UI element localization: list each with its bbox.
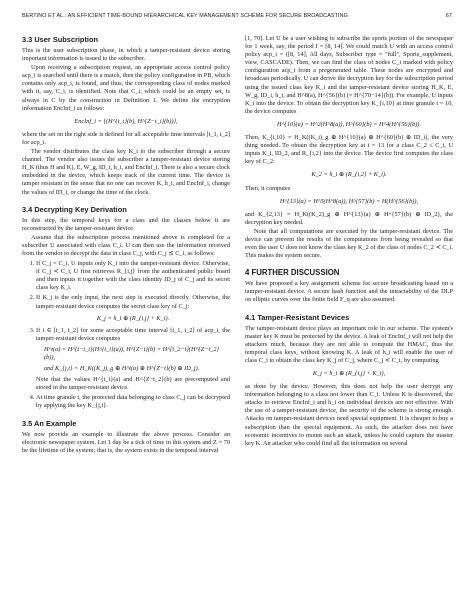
page-number: 67	[445, 13, 452, 19]
example-equation-3: H^{13}(a) = H^5(H^8(a)), H^{57}(b) = H(H^{56}(b)),	[279, 197, 419, 205]
step-2-text: If K_j is the only input, the next step is executed directly. Otherwise, the tamper-resistant device computes the secret class key of C_j:	[36, 294, 230, 310]
section-3-3-title: 3.3 User Subscription	[22, 35, 98, 44]
derivation-steps	[22, 260, 230, 411]
example-paragraph-5: Note that all computations are executed by the tamper-resistant device. The device can prevent the results of the computations from being revealed so that even the user U does not know the class key K_2 of the class of nodes C_2 ≺ C_i. This makes the system secure.	[245, 227, 453, 260]
left-column	[22, 35, 230, 456]
equation-class-key: K_j = h_i ⊕ (R_{i,j} + K_i).	[96, 314, 170, 322]
section-3-4-title: 3.4 Decrypting Key Derivation	[22, 204, 127, 214]
page-header	[22, 12, 452, 21]
section-3-4-paragraph-2: Assume that the subscription process mentioned above is completed for a subscriber U associated with class C_i. U can then use the information received from the vendor to decrypt the data in class C_j, with C_j ⪯ C_i, as follows:	[22, 233, 230, 257]
section-3-4-paragraph-1: In this step, the temporal keys for a class and the classes below it are reconstructed by the tamper-resistant device.	[22, 216, 230, 232]
step-3-note: Note that the values H^{t_i}(a) and H^{Z−t_2}(b) are precomputed and stored in the tamper-resistant device.	[36, 376, 230, 392]
section-4-paragraph-1: We have proposed a key assignment scheme for secure broadcasting based on a tamper-resistant device. A secure hash function and the intractability of the DLP on elliptic curves over the finite field F_q are also assumed.	[245, 280, 453, 304]
example-equation-1: H^{10}(a) = H^2(H^8(a)), H^{60}(b) = H^4(H^{56}(b)).	[277, 120, 421, 128]
example-paragraph-1: [1, 70]. Let U be a user wishing to subscribe the sports portion of the newspaper for 1 week, say, the period I = [8, 14]. We could match U with an access control policy acp_i = ([8, 14], All days, Subscriber type = "full", Sports_supplement, view, CASCADE). Then, we can find the class of nodes C_i marked with policy configuration acp_i from a pregenerated table. These nodes are encrypted and broadcast periodically. U can derive the decryption key for the subscription period using the issued class key K_i and the tamper-resistant device storing H_K, E, W_g, ID_i, h_i, and H^8(a), H^{56}(b) (= H^{70−14}(b)). For example, U inputs K_i into the device. To obtain the decryption key K_{i,10} at time granule t = 10, the device computes	[245, 35, 453, 115]
step-3-text: If t ∈ [t_1, t_2] for some acceptable time interval [t_1, t_2] of acp_i, the tamper-resistant device computes	[36, 326, 230, 342]
section-3-5-paragraph-1: We now provide an example to illustrate the above process. Consider an electronic newspaper system. Let 1 day be a tick of time in this system and Z = 70 be the lifetime of the system; that is, the system exists in the temporal interval	[22, 430, 230, 454]
section-3-3-paragraph-3: where the set on the right side is defined for all acceptable time intervals [t_1, t_2] for acp_i.	[22, 130, 230, 146]
section-3-3-paragraph-4: The vendor distributes the class key K_i to the subscriber through a secure channel. The vendor also issues the subscriber a tamper-resistant device storing H_K (thus H and K), E, W_g, ID_i, h_i, and EncInf_i. There is also a secure clock embedded in the device, which keeps track of the current time. The device is tamper resistant in the sense that no one can recover K, h_i, and EncInf_i, change the values of ID_i, or change the time of the clock.	[22, 148, 230, 196]
section-4-1-title: 4.1 Tamper-Resistant Devices	[245, 312, 350, 322]
section-3-3-paragraph-2: Upon receiving a subscription request, an appropriate access control policy acp_i is searched until there is a match, then the policy configuration in PB, which contains only acp_i, is found, and thus, the corresponding class of nodes marked with it, say, C_i, is identified. Note that C_i, which could be an empty set, is always in C by the construction in Definition 1. We define the encryption information EncInf_i as follows:	[22, 64, 230, 112]
section-4-1-paragraph-2: as done by the device. However, this does not help the user decrypt any information belonging to a class not lower than C_i. Unless K is discovered, the attacks to retrieve EncInf_i and h_i on individual devices are not effective. With the use of a tamper-resistant device, the security of the scheme is strong enough. Attacks on tamper-resistant devices need special equipment. It is cheaper to buy a subscription than the special equipment. As such, the attacker does not have economic incentives to mount such an attack, unless he could capture the master key K. An attacker who could find all the information on several	[245, 383, 453, 447]
step-2	[36, 294, 230, 322]
running-title: BERTINO ET AL.: AN EFFICIENT TIME-BOUND HIERARCHICAL KEY MANAGEMENT SCHEME FOR SECURE BROADCASTING	[22, 13, 348, 19]
example-paragraph-4: and K_{2,13} = H_K((K_2)_g ⊕ H^{13}(a) ⊕ H^{57}(b) ⊕ ID_2), the decryption key needed.	[245, 210, 453, 226]
equation-encinf: EncInf_i = {(H^{t_i}(b), H^{Z−t_i}(b))},	[74, 117, 178, 125]
example-paragraph-3: Then, it computes	[245, 184, 291, 192]
section-4-1-paragraph-1: The tamper-resistant device plays an important role in our scheme. The system's master key K must be protected by the device. A leak of EncInf_i will not help the attackers much, because they are not able to compute the HMAC, thus the temporal class keys, without knowing K. A leak of h_i will enable the user of class C_i to obtain the class key K_j of C_j, where C_j ≺ C_i, by computing	[245, 324, 453, 364]
section-4-1-equation: K_j = h_i ⊕ (R_{i,j} + K_i),	[312, 370, 386, 377]
example-paragraph-2: Then, K_{i,10} = H_K((K_i)_g ⊕ H^{10}(a) ⊕ H^{60}(b) ⊕ ID_i), the very thing needed. To obtain the decryption key at t = 13 for a class C_2 ≤ C_i, U inputs K_i, ID_2, and R_{i,2} into the device. The device first computes the class key of C_2:	[245, 134, 453, 166]
section-3-5-title: 3.5 An Example	[22, 418, 77, 428]
equation-hash-chains: H^t(a) = H^{t−t_i}(H^{t_i}(a)), H^{Z−t}(b) = H^{t_2−t}(H^{Z−t_2}(b)),	[44, 345, 220, 361]
right-column	[245, 35, 453, 449]
step-3	[36, 327, 230, 393]
equation-temporal-key: and K_{j,t} = H_K((K_j)_g ⊕ H^t(a) ⊕ H^{Z−t}(b) ⊕ ID_j).	[44, 365, 200, 373]
section-3-3-paragraph-1: This is the user subscription phase, in which a tamper-resistant device storing important information is issued to the subscriber.	[22, 47, 230, 63]
step-1: 1. If C_j = C_i, U inputs only K_i into the tamper-resistant device. Otherwise, if C_j ≺ C_i, U first retrieves R_{i,j} from the authenticated public board and then inputs it together with the class identity ID_j of C_j and its secret class key K_i.	[36, 260, 230, 292]
example-equation-2: K_2 = h_i ⊕ (R_{i,2} + K_i).	[311, 171, 387, 179]
step-4: 4. At time granule t, the protected data belonging to class C_j can be decrypted by applying the key K_{j,t}.	[36, 394, 230, 410]
section-4-title: 4 FURTHER DISCUSSION	[245, 268, 340, 278]
